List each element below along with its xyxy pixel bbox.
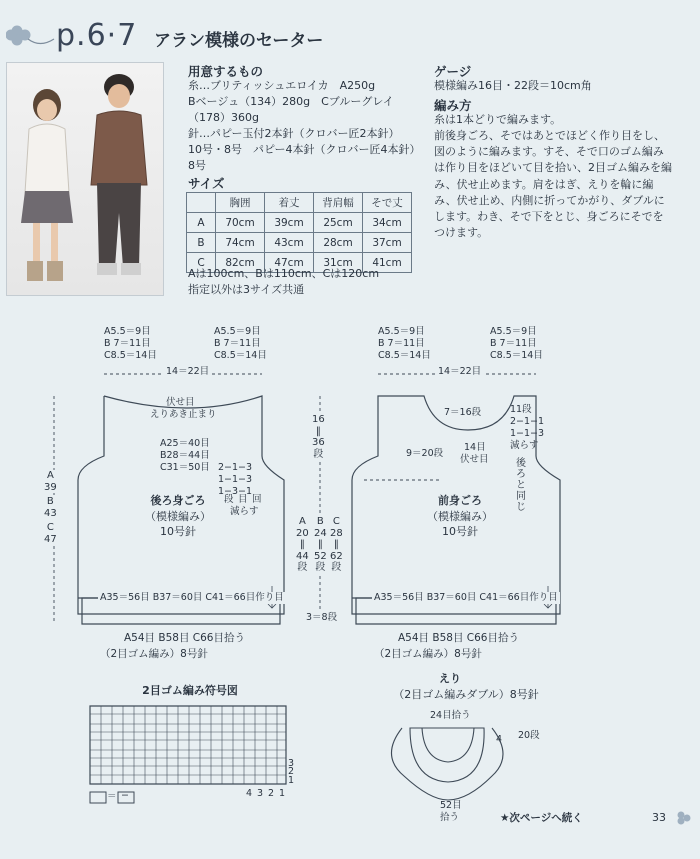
- collar-side-width: 4: [496, 734, 503, 745]
- front-top-c: C8.5＝14目: [378, 350, 431, 361]
- back-piece-name: 後ろ身ごろ: [150, 494, 206, 507]
- front-cast-on: A35＝56目 B37＝60目 C41＝66目作り目: [374, 592, 558, 603]
- front-top-a: A5.5＝9目: [378, 326, 425, 337]
- needle-line-1: 針…パピー玉付2本針（クロバー匠2本針）: [188, 127, 400, 140]
- back-top-c: C8.5＝14目: [104, 350, 157, 361]
- back-length-b: B 43: [44, 496, 57, 519]
- back-armhole-c: C31＝50目: [160, 462, 210, 473]
- rib-chart-col-label: 1: [279, 788, 286, 799]
- size-cell: 28cm: [314, 233, 363, 253]
- front-piece-name: 前身ごろ: [438, 494, 482, 507]
- continue-note: ★次ページへ続く: [500, 812, 583, 824]
- back-top-b: B 7＝11目: [104, 338, 151, 349]
- front-same-as-back: 後 ろ と 同 じ: [516, 458, 526, 513]
- back-armhole-a: A25＝40目: [160, 438, 210, 449]
- back-top-b2: B 7＝11目: [214, 338, 261, 349]
- rib-chart-row-label: 2: [288, 766, 295, 777]
- footer-clover-icon: [678, 812, 691, 825]
- collar-bottom-1: 52目: [440, 800, 462, 811]
- gauge-heading: ゲージ: [434, 64, 472, 79]
- yarn-line-3: （178）360g: [188, 111, 259, 124]
- method-paragraph-1: 糸は1本どりで編みます。: [434, 113, 562, 126]
- front-top-c2: C8.5＝14目: [490, 350, 543, 361]
- back-ribbing: （2目ゴム編み）8号針: [100, 648, 208, 660]
- size-cell: 70cm: [216, 213, 265, 233]
- size-cell: 31cm: [314, 253, 363, 273]
- collar-diagram: [391, 728, 503, 800]
- size-note-2: 指定以外は3サイズ共通: [188, 283, 305, 296]
- back-dec-2: 1−1−3: [218, 474, 253, 485]
- rib-rows: 3＝8段: [306, 612, 338, 623]
- rib-chart-col-label: 2: [268, 788, 275, 799]
- page-label: p.6·7: [56, 18, 138, 53]
- needle-line-3: 8号: [188, 159, 206, 172]
- size-row-name: C: [187, 253, 216, 273]
- front-neck-dec-2: 1−1−3: [510, 428, 545, 439]
- front-side-rows: 9＝20段: [406, 448, 444, 459]
- front-top-a2: A5.5＝9目: [490, 326, 537, 337]
- page-title: アラン模様のセーター: [154, 31, 324, 51]
- size-cell: 74cm: [216, 233, 265, 253]
- needle-line-2: 10号・8号 パピー4本針（クロバー匠4本針）: [188, 143, 421, 156]
- front-top-b: B 7＝11目: [378, 338, 425, 349]
- back-armhole-b: B28＝44目: [160, 450, 210, 461]
- yarn-line-2: Bベージュ（134）280g Cブルーグレイ: [188, 95, 394, 108]
- back-length-a: A 39: [44, 470, 57, 493]
- size-cell: 47cm: [265, 253, 314, 273]
- front-neck-rows: 7＝16段: [444, 407, 482, 418]
- front-top-b2: B 7＝11目: [490, 338, 537, 349]
- body-rows-b: B 24 ‖ 52 段: [314, 516, 327, 573]
- size-note-1: Aは100cm、Bは110cm、Cは120cm: [188, 267, 380, 280]
- body-rows-a: A 20 ‖ 44 段: [296, 516, 309, 573]
- yarn-line-1: 糸…ブリティッシュエロイカ A250g: [188, 79, 376, 92]
- body-rows-c: C 28 ‖ 62 段: [330, 516, 343, 573]
- back-top-c2: C8.5＝14目: [214, 350, 267, 361]
- collar-subtitle: （2目ゴム編みダブル）8号針: [393, 688, 539, 701]
- back-piece-needle: 10号針: [160, 525, 196, 538]
- gauge-text: 模様編み16目・22段＝10cm角: [434, 79, 592, 92]
- back-length-c: C 47: [44, 522, 57, 545]
- collar-top-pickup: 24目拾う: [430, 710, 471, 721]
- rib-chart-col-label: 3: [257, 788, 264, 799]
- front-pickup: A54目 B58目 C66目拾う: [398, 632, 519, 644]
- method-heading: 編み方: [434, 98, 472, 113]
- collar-rows: 20段: [518, 730, 540, 741]
- size-cell: 82cm: [216, 253, 265, 273]
- size-row-name: B: [187, 233, 216, 253]
- back-dec-head-times: 回: [252, 494, 262, 505]
- size-col-header: 胸囲: [216, 193, 265, 213]
- front-ribbing: （2目ゴム編み）8号針: [374, 648, 482, 660]
- back-neck-label-1: 伏せ目: [166, 397, 195, 408]
- rib-chart-legend-knit: −: [121, 790, 129, 801]
- collar-title: えり: [439, 672, 461, 685]
- rib-chart-row-label: 3: [288, 758, 295, 769]
- rib-chart-grid-lines: [90, 714, 286, 775]
- yoke-rows: 16 ‖ 36 段: [312, 414, 325, 460]
- front-piece-pattern: （模様編み）: [427, 510, 493, 523]
- rib-chart-col-label: 4: [246, 788, 253, 799]
- back-dec-1: 2−1−3: [218, 462, 253, 473]
- back-dec-note: 減らす: [230, 506, 259, 517]
- front-center-width: 14＝22目: [438, 366, 482, 377]
- front-neck-dec-head: 11段: [510, 404, 532, 415]
- rib-chart-title: 2目ゴム編み符号図: [142, 684, 238, 697]
- size-row-name: A: [187, 213, 216, 233]
- rib-chart-legend-equals: ＝: [107, 791, 117, 802]
- back-piece-pattern: （模様編み）: [145, 510, 211, 523]
- back-dec-head-rows: 段: [224, 494, 234, 505]
- back-top-a: A5.5＝9目: [104, 326, 151, 337]
- back-neck-label-2: えりあき止まり: [150, 409, 217, 420]
- size-col-header: 着丈: [265, 193, 314, 213]
- size-cell: 34cm: [363, 213, 412, 233]
- front-piece-needle: 10号針: [442, 525, 478, 538]
- size-cell: 43cm: [265, 233, 314, 253]
- materials-heading: 用意するもの: [188, 64, 264, 79]
- back-center-width: 14＝22目: [166, 366, 210, 377]
- page-number: 33: [652, 811, 666, 824]
- front-center-bind-2: 伏せ目: [460, 454, 489, 465]
- back-pickup: A54目 B58目 C66目拾う: [124, 632, 245, 644]
- rib-chart-row-label: 1: [288, 775, 295, 786]
- front-center-bind-1: 14目: [464, 442, 486, 453]
- size-cell: 25cm: [314, 213, 363, 233]
- size-cell: 39cm: [265, 213, 314, 233]
- method-paragraph-2: 前後身ごろ、そではあとでほどく作り目をし、図のように編みます。すそ、そで口のゴム編みは作り目をほどいて目を拾い、2目ゴム編みを編み、伏せ止めます。肩をはぎ、えりを輪に編み、伏せ止め、内側に折ってかがり、ダブルにします。わき、そで下をとじ、身ごろにそでをつけます。: [434, 129, 672, 240]
- back-dec-head-stitches: 目: [238, 494, 248, 505]
- collar-bottom-2: 拾う: [440, 812, 460, 823]
- front-neck-dec-1: 2−1−1: [510, 416, 545, 427]
- size-cell: 41cm: [363, 253, 412, 273]
- back-top-a2: A5.5＝9目: [214, 326, 261, 337]
- back-dec-3: 1−3−1: [218, 486, 253, 497]
- size-col-header: 背肩幅: [314, 193, 363, 213]
- back-cast-on: A35＝56目 B37＝60目 C41＝66目作り目: [100, 592, 284, 603]
- front-neck-dec-3: 減らす: [510, 440, 539, 451]
- size-col-header: そで丈: [363, 193, 412, 213]
- size-cell: 37cm: [363, 233, 412, 253]
- size-heading: サイズ: [188, 176, 225, 191]
